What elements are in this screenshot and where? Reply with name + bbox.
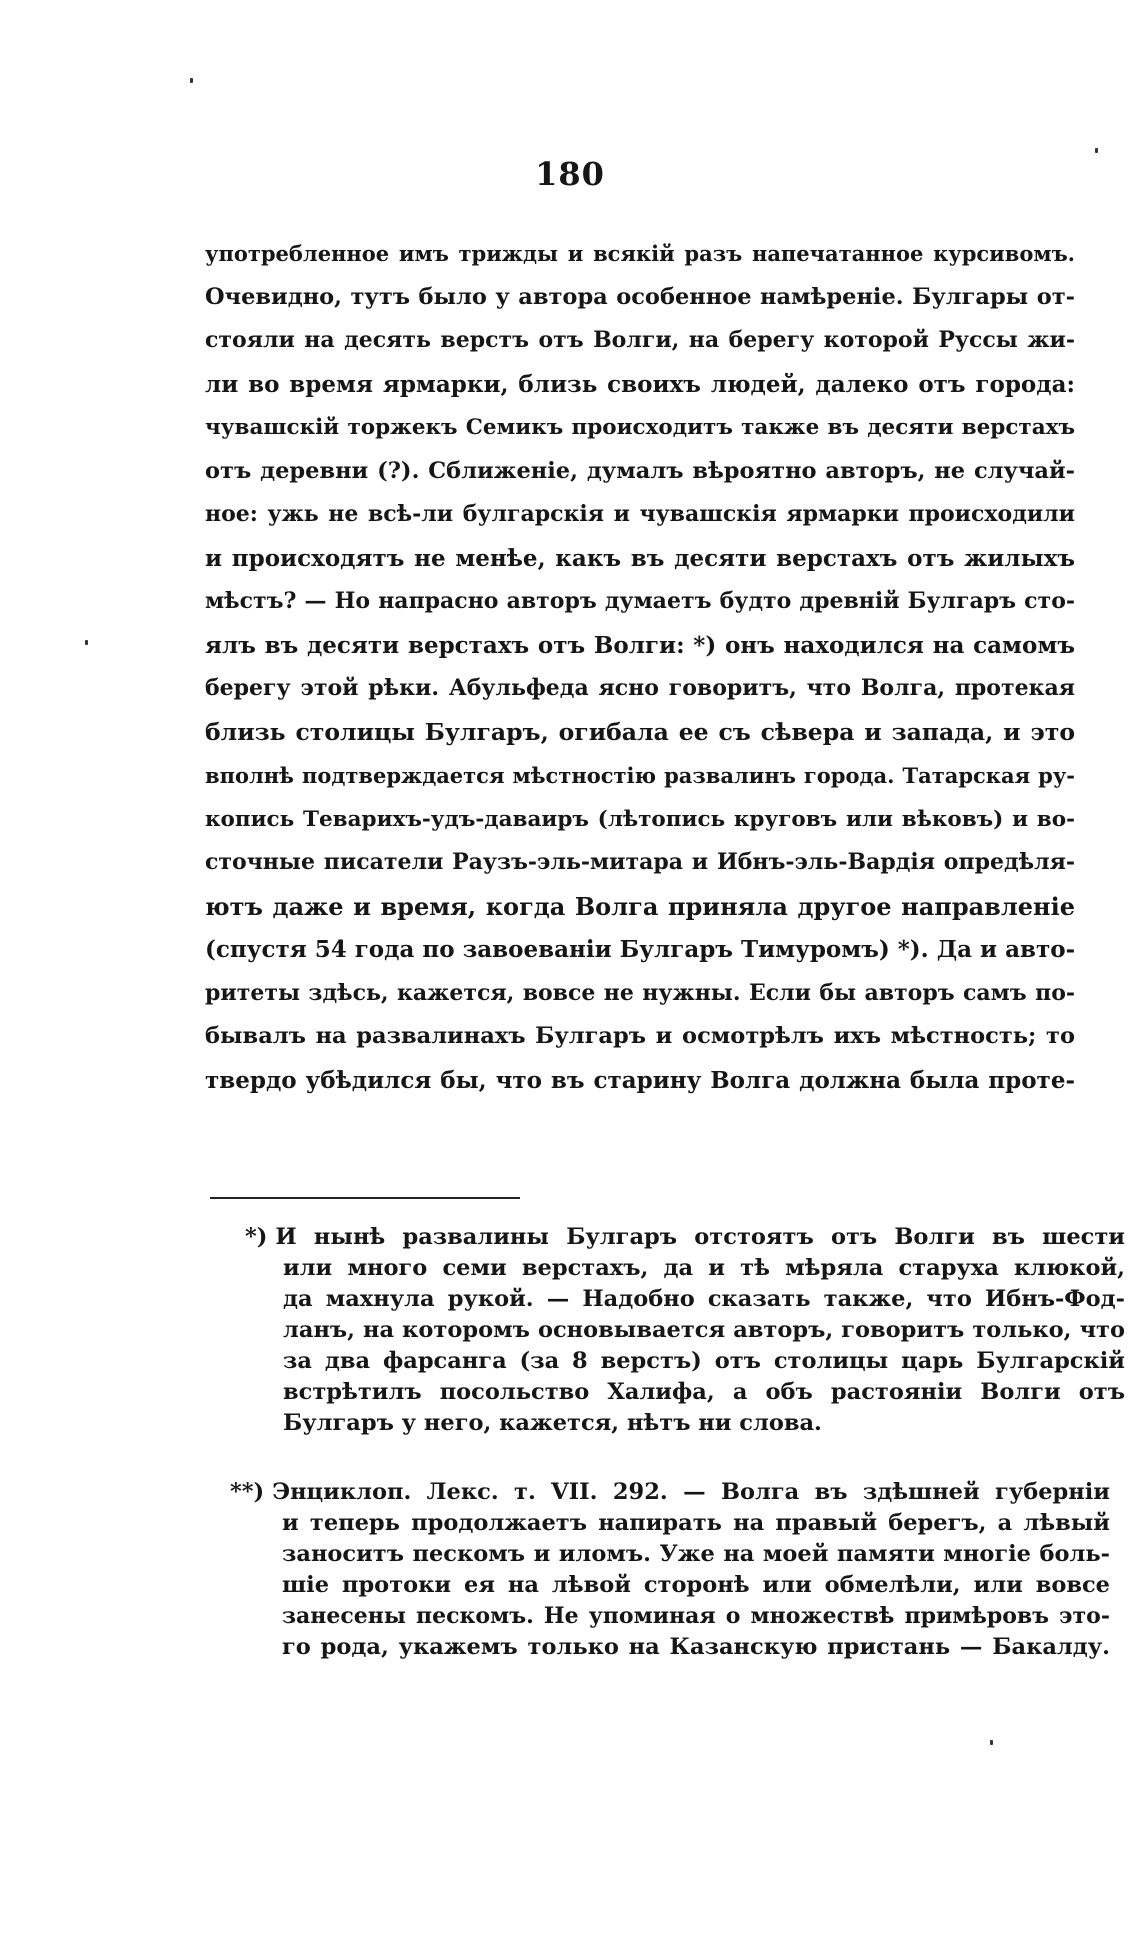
footnote-line: встрѣтилъ посольство Халифа, а объ растояніи Волги отъ bbox=[283, 1379, 1125, 1405]
text-line: употребленное имъ трижды и всякій разъ напечатанное курсивомъ. bbox=[205, 241, 1075, 266]
scan-speck bbox=[1095, 148, 1098, 153]
footnote-line bbox=[245, 1222, 1125, 1253]
footnote-line: и теперь продолжаетъ напирать на правый берегъ, а лѣвый bbox=[282, 1510, 1110, 1536]
footnote-marker: *) bbox=[245, 1224, 268, 1250]
text-line: берегу этой рѣки. Абульфеда ясно говоритъ, что Волга, протекая bbox=[205, 675, 1075, 701]
text-line: бывалъ на развалинахъ Булгаръ и осмотрѣлъ ихъ мѣстность; то bbox=[205, 1023, 1075, 1049]
footnote-1 bbox=[245, 1222, 1125, 1439]
scan-speck bbox=[85, 640, 88, 645]
text-line: сточные писатели Раузъ-эль-митара и Ибнъ-эль-Вардія опредѣля- bbox=[205, 849, 1075, 875]
footnote-text: Энциклоп. Лекс. т. VII. 292. — Волга въ здѣшней губерніи bbox=[272, 1479, 1110, 1505]
text-line: ное: ужь не всѣ-ли булгарскія и чувашскія ярмарки происходили bbox=[205, 501, 1075, 527]
text-line: отъ деревни (?). Сближеніе, думалъ вѣроятно авторъ, не случай- bbox=[205, 457, 1075, 484]
footnote-line: го рода, укажемъ только на Казанскую пристань — Бакалду. bbox=[282, 1634, 1110, 1660]
text-line: и происходятъ не менѣе, какъ въ десяти верстахъ отъ жилыхъ bbox=[205, 544, 1075, 572]
scan-speck bbox=[190, 78, 193, 83]
text-line: ритеты здѣсь, кажется, вовсе не нужны. Если бы авторъ самъ по- bbox=[205, 979, 1075, 1006]
text-line: вполнѣ подтверждается мѣстностію развалинъ города. Татарская ру- bbox=[205, 763, 1075, 788]
footnote-line: заноситъ пескомъ и иломъ. Уже на моей памяти многіе боль- bbox=[282, 1541, 1110, 1567]
footnote-line: ланъ, на которомъ основывается авторъ, говоритъ только, что bbox=[283, 1317, 1125, 1343]
footnote-marker: **) bbox=[230, 1479, 265, 1505]
footnote-line: или много семи верстахъ, да и тѣ мѣряла старуха клюкой, bbox=[283, 1255, 1125, 1281]
footnote-line: за два фарсанга (за 8 верстъ) отъ столицы царь Булгарскій bbox=[283, 1348, 1125, 1374]
footnote-line: шіе протоки ея на лѣвой сторонѣ или обмелѣли, или вовсе bbox=[282, 1572, 1110, 1598]
text-line: (спустя 54 года по завоеваніи Булгаръ Тимуромъ) *). Да и авто- bbox=[205, 936, 1076, 963]
footnote-line: да махнула рукой. — Надобно сказать также, что Ибнъ-Фод- bbox=[283, 1286, 1125, 1312]
text-line: ялъ въ десяти верстахъ отъ Волги: *) онъ находился на самомъ bbox=[205, 631, 1075, 659]
scan-speck bbox=[990, 1740, 993, 1745]
text-line: копись Теварихъ-удъ-даваиръ (лѣтопись круговъ или вѣковъ) и во- bbox=[205, 806, 1075, 832]
text-line: чувашскій торжекъ Семикъ происходитъ также въ десяти верстахъ bbox=[205, 415, 1075, 440]
text-line: мѣстъ? — Но напрасно авторъ думаетъ будто древній Булгаръ сто- bbox=[205, 588, 1075, 614]
footnote-line: Булгаръ у него, кажется, нѣтъ ни слова. bbox=[283, 1410, 822, 1436]
text-line: ютъ даже и время, когда Волга приняла другое направленіе bbox=[205, 891, 1075, 921]
footnote-line: занесены пескомъ. Не упоминая о множествѣ примѣровъ это- bbox=[282, 1603, 1110, 1629]
footnote-text: И нынѣ развалины Булгаръ отстоятъ отъ Волги въ шести bbox=[275, 1224, 1125, 1250]
footnote-2 bbox=[230, 1477, 1110, 1663]
text-line: твердо убѣдился бы, что въ старину Волга должна была проте- bbox=[205, 1066, 1075, 1094]
text-line: близь столицы Булгаръ, огибала ее съ сѣвера и запада, и это bbox=[205, 717, 1075, 746]
text-line: стояли на десять верстъ отъ Волги, на берегу которой Руссы жи- bbox=[205, 327, 1075, 353]
page-number: 180 bbox=[535, 155, 605, 193]
main-text bbox=[205, 232, 1075, 1102]
text-line: Очевидно, тутъ было у автора особенное намѣреніе. Булгары от- bbox=[205, 283, 1075, 310]
text-line: ли во время ярмарки, близь своихъ людей, далеко отъ города: bbox=[205, 370, 1075, 398]
footnote-line bbox=[230, 1477, 1110, 1508]
footnote-divider bbox=[210, 1197, 520, 1199]
